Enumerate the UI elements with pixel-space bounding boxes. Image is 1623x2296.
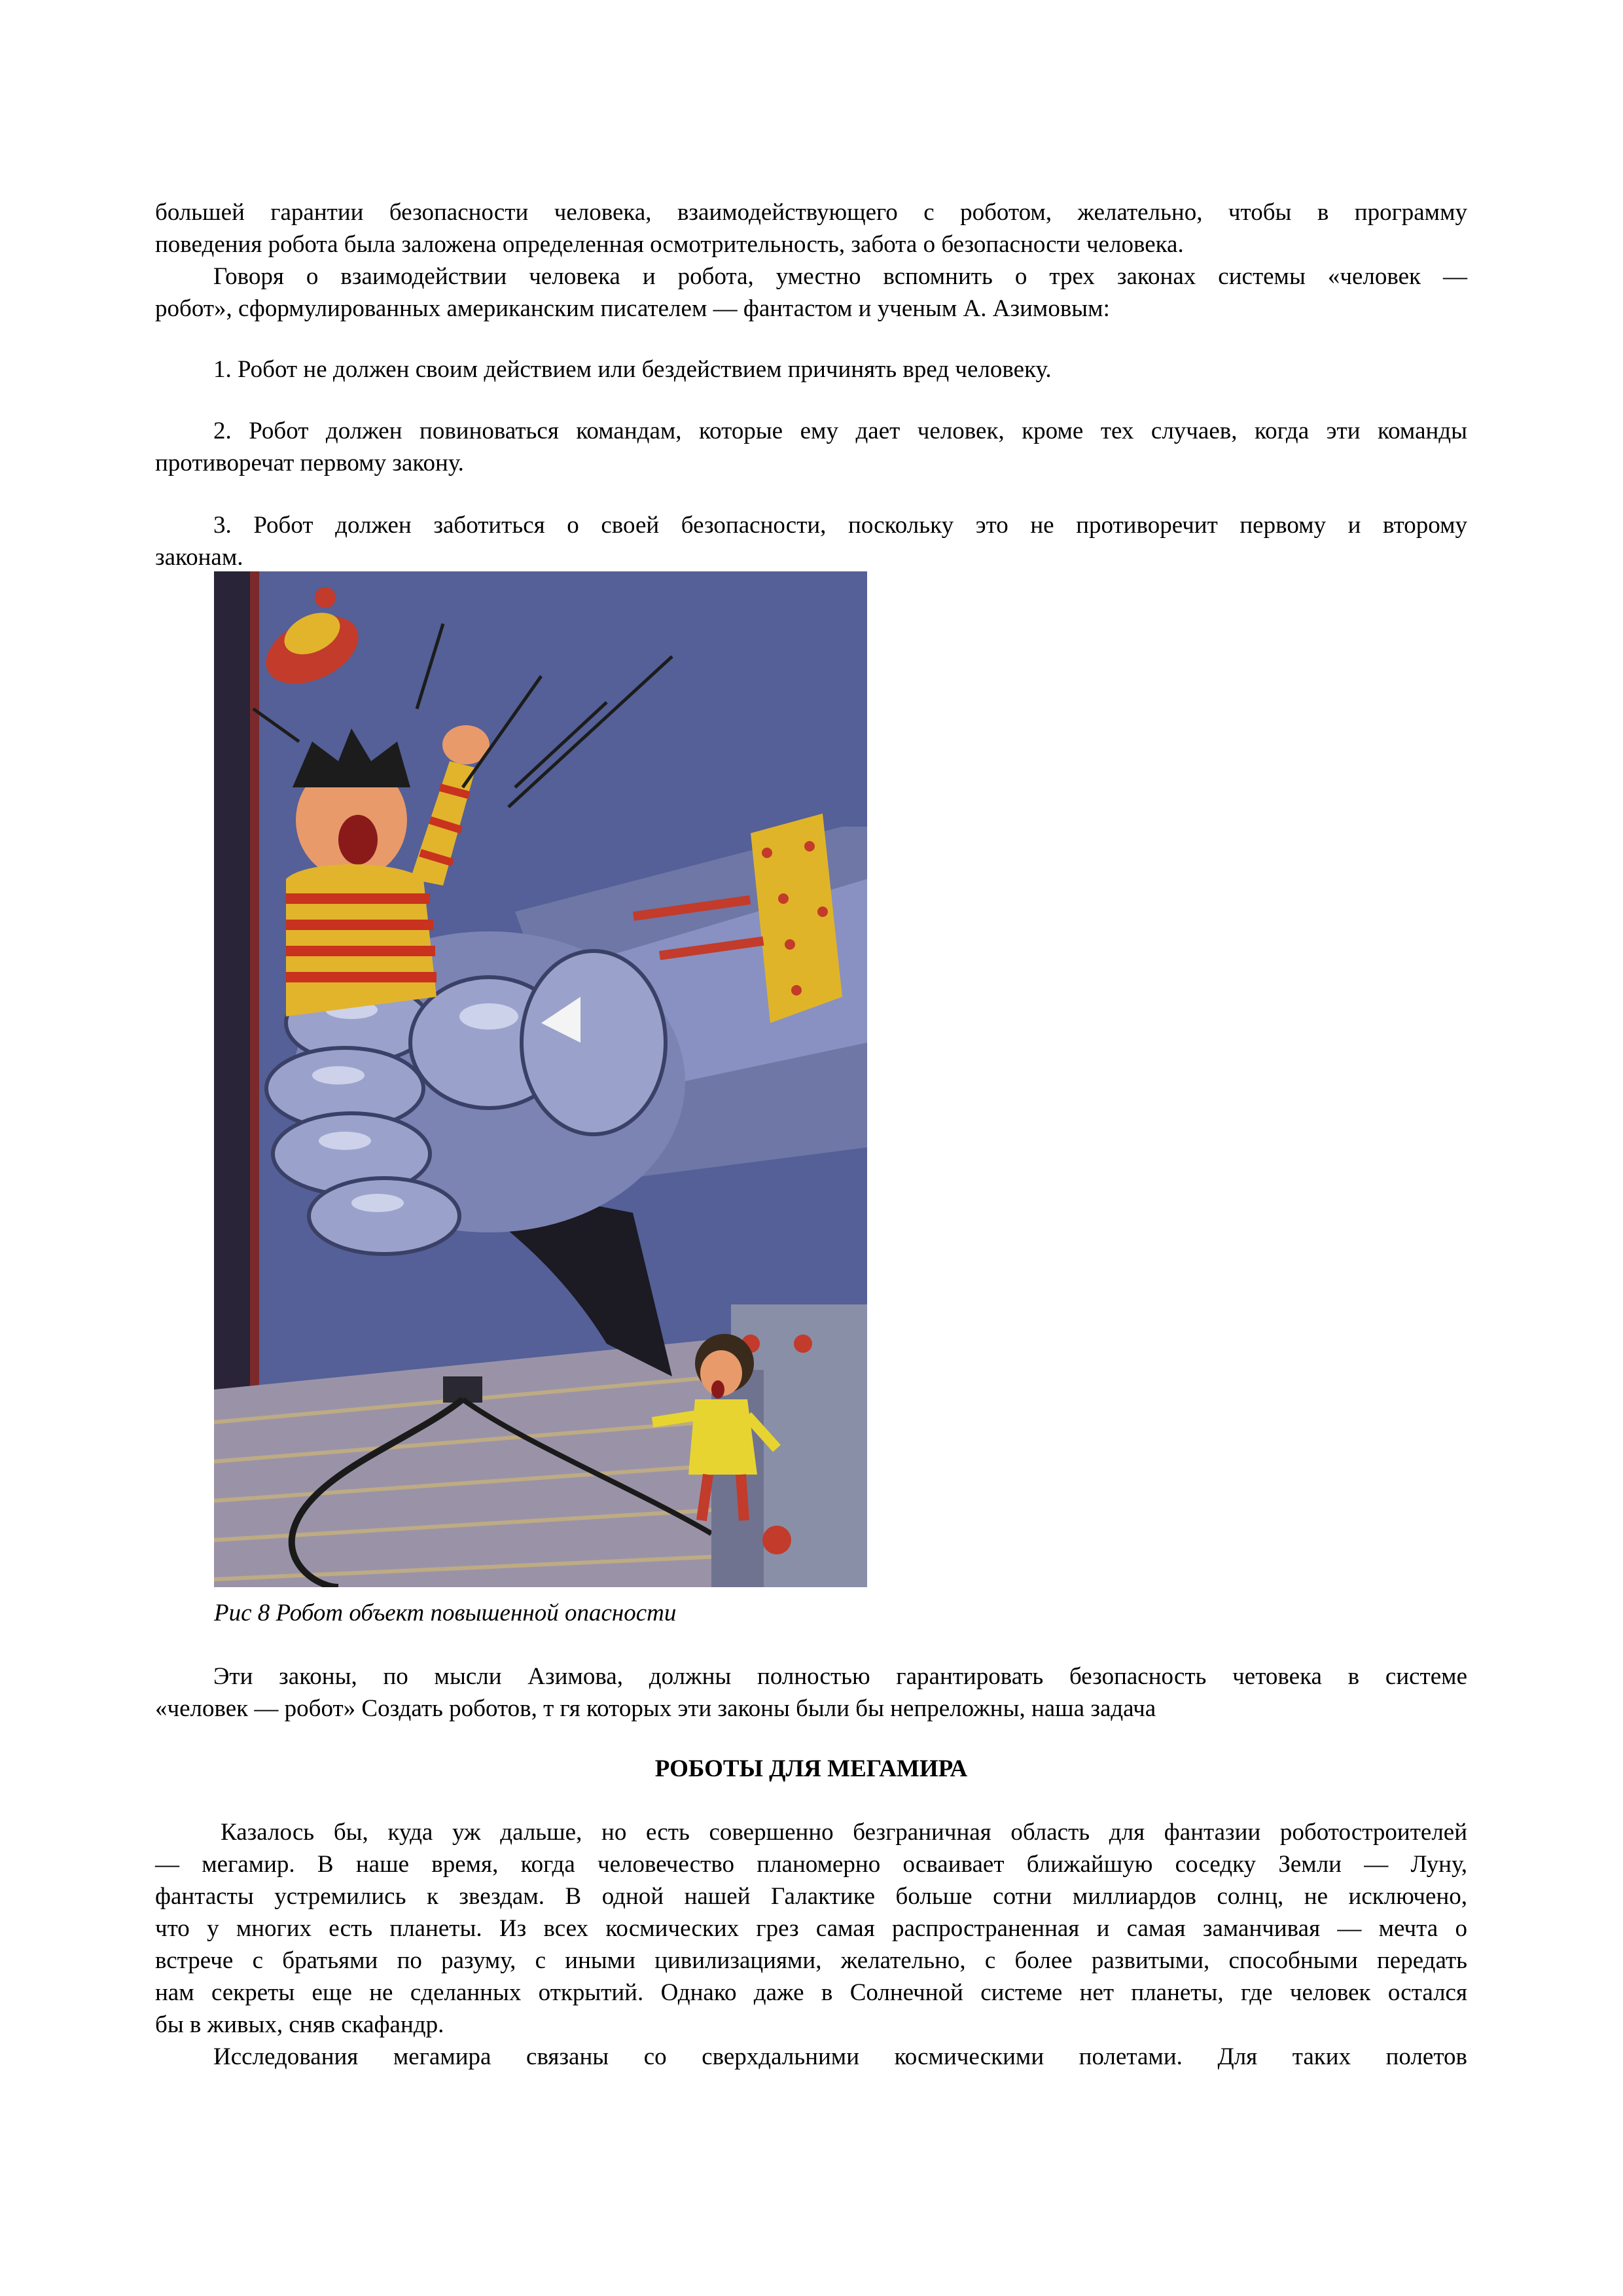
paragraph-megaworld (155, 1816, 1467, 2041)
paragraph-asimov (155, 260, 1467, 325)
text-line: робот», сформулированных американским писателем — фантастом и ученым А. Азимовым: (155, 295, 1110, 322)
text-line: — мегамир. В наше время, когда человечество планомерно осваивает ближайшую соседку Земли — Луну, (155, 1851, 1467, 1878)
law-1 (155, 353, 1467, 386)
paragraph-research (155, 2041, 1467, 2073)
text-line: встрече с братьями по разуму, с иными цивилизациями, желательно, с более развитыми, способными передать (155, 1947, 1467, 1974)
text-line: фантасты устремились к звездам. В одной нашей Галактике больше сотни миллиардов солнц, не исключено, (155, 1883, 1467, 1910)
text-line: что у многих есть планеты. Из всех космических грез самая распространенная и самая заманчивая — мечта о (155, 1915, 1467, 1942)
text-line: поведения робота была заложена определенная осмотрительность, забота о безопасности человека. (155, 231, 1184, 258)
text-line: нам секреты еще не сделанных открытий. Однако даже в Солнечной системе нет планеты, где человек остался (155, 1979, 1467, 2006)
robot-illustration (214, 571, 867, 1587)
paragraph-laws-goal (155, 1660, 1467, 1725)
text-line: законам. (155, 544, 243, 571)
text-line: Говоря о взаимодействии человека и робота, уместно вспомнить о трех законах системы «человек — (213, 263, 1467, 290)
text-line: 2. Робот должен повиноваться командам, которые ему дает человек, кроме тех случаев, когда эти команды (213, 418, 1467, 444)
text-line: Эти законы, по мысли Азимова, должны полностью гарантировать безопасность четовека в системе (213, 1663, 1467, 1690)
text-line: 3. Робот должен заботиться о своей безопасности, поскольку это не противоречит первому и второму (213, 512, 1467, 539)
section-heading: РОБОТЫ ДЛЯ МЕГАМИРА (654, 1755, 968, 1782)
text-line: Казалось бы, куда уж дальше, но есть совершенно безграничная область для фантазии роботостроителей (221, 1819, 1467, 1846)
text-line: большей гарантии безопасности человека, взаимодействующего с роботом, желательно, чтобы в программу (155, 199, 1467, 226)
paragraph-intro (155, 196, 1467, 260)
law-2 (155, 415, 1467, 479)
text-line: Исследования мегамира связаны со сверхдальними космическими полетами. Для таких полетов (213, 2043, 1467, 2070)
law-3 (155, 509, 1467, 573)
text-line: «человек — робот» Создать роботов, т гя которых эти законы были бы непреложны, наша задача (155, 1695, 1156, 1722)
text-line: 1. Робот не должен своим действием или бездействием причинять вред человеку. (213, 356, 1052, 383)
figure-caption: Рис 8 Робот объект повышенной опасности (214, 1600, 677, 1626)
text-line: бы в живых, сняв скафандр. (155, 2011, 444, 2038)
text-line: противоречат первому закону. (155, 450, 464, 476)
